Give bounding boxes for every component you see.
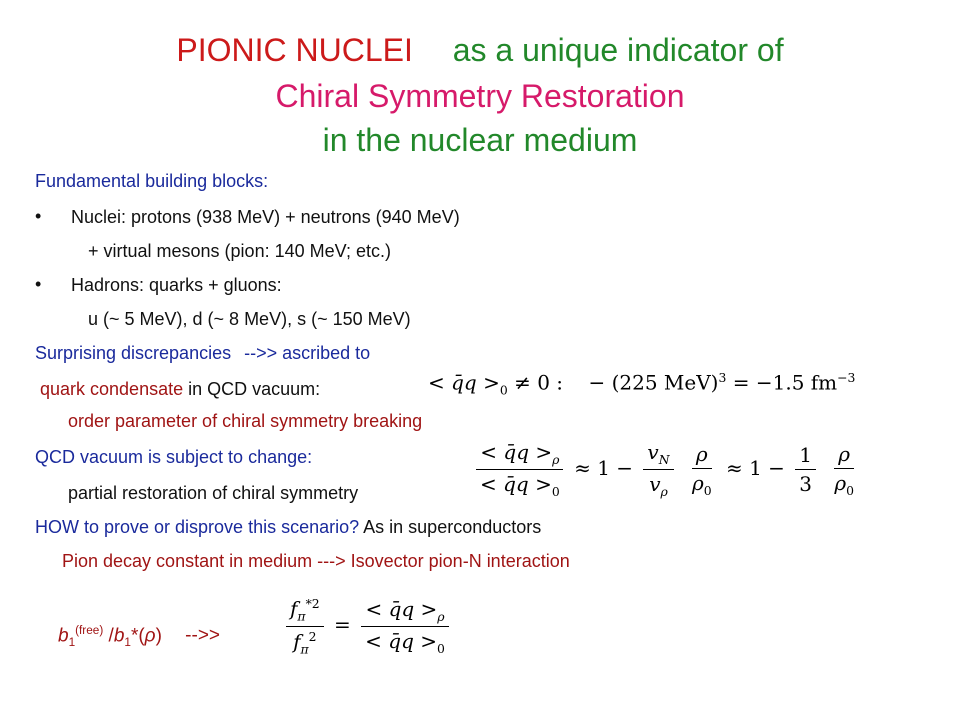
b1-arrow-text: -->>	[185, 625, 221, 647]
in-qcd-vacuum-text: in QCD vacuum:	[188, 379, 321, 399]
title-line-1	[0, 30, 960, 70]
b1-ratio-line: $b_1^{(free)}$ $/b_1*(\rho)$ -->>	[58, 624, 221, 650]
ascribed-text: -->> ascribed to	[244, 343, 371, 363]
as-in-superconductors-text: As in superconductors	[363, 517, 542, 537]
how-to-prove-line	[35, 516, 541, 538]
how-to-prove-text: HOW to prove or disprove this scenario?	[35, 517, 360, 537]
hadrons-line: Hadrons: quarks + gluons:	[71, 275, 282, 295]
title-line-3: in the nuclear medium	[322, 122, 638, 158]
surprising-line	[35, 342, 370, 364]
surprising-text: Surprising discrepancies	[35, 343, 232, 363]
title-unique-indicator: as a unique indicator of	[452, 32, 784, 68]
title-pionic-nuclei: PIONIC NUCLEI	[176, 32, 413, 68]
quarks-line: u (~ 5 MeV), d (~ 8 MeV), s (~ 150 MeV)	[88, 309, 411, 329]
restoration-formula: $\frac{< q̄q >_\rho}{< q̄q >_0}$ ≈ 1 − $\frac{v_N}{v_\rho}$ $\frac{\rho}{\rho_0}$ ≈ 1 − $\frac{1}{3}$ $\frac{\rho}{\rho_0}$	[472, 440, 862, 499]
condensate-formula: < q̄q $>_0 \ne 0$ : − (225 MeV)$^3$ = −1.5 $fm^{-3}$	[428, 370, 856, 398]
title-line-2: Chiral Symmetry Restoration	[275, 78, 685, 114]
bullet-icon: •	[35, 274, 42, 294]
nuclei-line: Nuclei: protons (938 MeV) + neutrons (940 MeV)	[71, 207, 460, 227]
quark-condensate-line	[40, 378, 320, 400]
partial-restoration-line: partial restoration of chiral symmetry	[68, 483, 359, 503]
mesons-line: + virtual mesons (pion: 140 MeV; etc.)	[88, 241, 391, 261]
fundamental-text: Fundamental building blocks:	[35, 171, 269, 191]
quark-condensate-text: quark condensate	[40, 379, 184, 399]
bullet-icon: •	[35, 206, 42, 226]
pion-decay-formula: $\frac{f_\pi^{*2}}{f_\pi^2}$ = $\frac{< q̄q >_\rho}{< q̄q >_0}$	[282, 596, 453, 656]
pion-decay-line: Pion decay constant in medium ---> Isovector pion-N interaction	[62, 551, 570, 571]
order-parameter-line: order parameter of chiral symmetry breaking	[68, 411, 423, 431]
qcd-vacuum-change-line: QCD vacuum is subject to change:	[35, 447, 313, 467]
fundamental-heading	[35, 170, 268, 192]
